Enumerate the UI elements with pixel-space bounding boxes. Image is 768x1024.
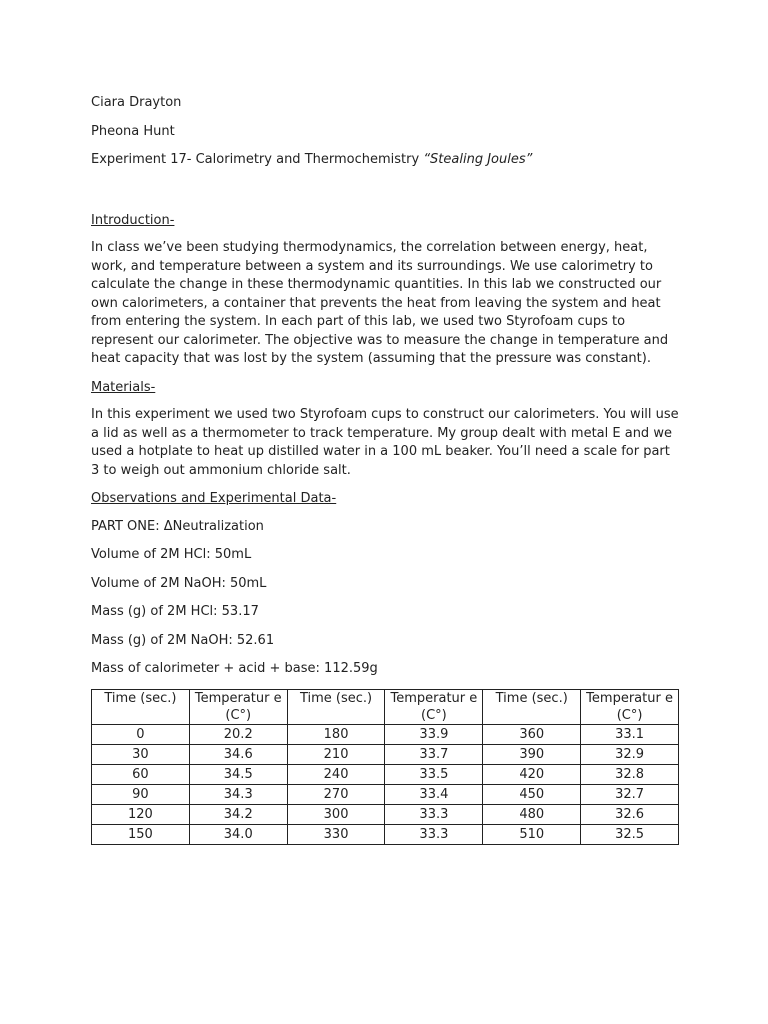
document-body — [91, 94, 681, 845]
introduction-paragraph: In class we’ve been studying thermodynamics, the correlation between energy, heat, work, and temperature between a system and its surroundings. We use calorimetry to calculate the change in these thermodynamic quantities. In this lab we constructed our own calorimeters, a container that prevents the heat from leaving the system and heat from entering the system. In each part of this lab, we used two Styrofoam cups to represent our calorimeter. The objective was to measure the change in temperature and heat capacity that was lost by the system (assuming that the pressure was constant). — [91, 240, 669, 366]
table-cell: 32.6 — [581, 804, 679, 824]
table-cell: 32.7 — [581, 784, 679, 804]
table-cell: 420 — [483, 764, 581, 784]
table-cell: 33.3 — [385, 824, 483, 844]
table-cell: 33.1 — [581, 724, 679, 744]
measurement-line: Mass (g) of 2M NaOH: 52.61 — [91, 632, 275, 648]
column-header-time: Time (sec.) — [287, 689, 385, 724]
table-cell: 30 — [92, 744, 190, 764]
table-cell: 34.3 — [189, 784, 287, 804]
table-cell: 33.9 — [385, 724, 483, 744]
table-cell: 240 — [287, 764, 385, 784]
table-cell: 34.2 — [189, 804, 287, 824]
table-cell: 60 — [92, 764, 190, 784]
column-header-time: Time (sec.) — [92, 689, 190, 724]
table-cell: 32.9 — [581, 744, 679, 764]
table-cell: 360 — [483, 724, 581, 744]
table-cell: 0 — [92, 724, 190, 744]
table-cell: 33.4 — [385, 784, 483, 804]
part-one-title: PART ONE: ΔNeutralization — [91, 518, 264, 534]
materials-paragraph: In this experiment we used two Styrofoam cups to construct our calorimeters. You will use a lid as well as a thermometer to track temperature. My group dealt with metal E and we used a hotplate to heat up distilled water in a 100 mL beaker. You’ll need a scale for part 3 to weigh out ammonium chloride salt. — [91, 407, 679, 478]
table-cell: 34.5 — [189, 764, 287, 784]
table-cell: 32.8 — [581, 764, 679, 784]
introduction-heading: Introduction- — [91, 212, 175, 228]
measurement-line: Mass of calorimeter + acid + base: 112.59g — [91, 661, 378, 676]
experiment-subtitle: “Stealing Joules” — [423, 152, 533, 167]
table-cell: 34.0 — [189, 824, 287, 844]
measurement-line: Mass (g) of 2M HCl: 53.17 — [91, 604, 259, 619]
table-cell: 34.6 — [189, 744, 287, 764]
column-header-temperature: Temperatur e (C°) — [189, 689, 287, 724]
table-row — [92, 724, 679, 744]
table-cell: 330 — [287, 824, 385, 844]
table-cell: 270 — [287, 784, 385, 804]
table-cell: 33.7 — [385, 744, 483, 764]
column-header-temperature: Temperatur e (C°) — [581, 689, 679, 724]
observations-heading: Observations and Experimental Data- — [91, 491, 337, 506]
table-cell: 120 — [92, 804, 190, 824]
column-header-temperature: Temperatur e (C°) — [385, 689, 483, 724]
table-cell: 90 — [92, 784, 190, 804]
table-row — [92, 764, 679, 784]
table-cell: 300 — [287, 804, 385, 824]
table-cell: 210 — [287, 744, 385, 764]
experiment-title-main: Experiment 17- Calorimetry and Thermochemistry — [91, 152, 424, 167]
table-cell: 180 — [287, 724, 385, 744]
experiment-title — [91, 151, 681, 170]
table-cell: 510 — [483, 824, 581, 844]
table-cell: 33.5 — [385, 764, 483, 784]
column-header-time: Time (sec.) — [483, 689, 581, 724]
table-cell: 450 — [483, 784, 581, 804]
table-cell: 20.2 — [189, 724, 287, 744]
measurement-line: Volume of 2M HCl: 50mL — [91, 547, 252, 562]
table-header-row — [92, 689, 679, 724]
table-cell: 390 — [483, 744, 581, 764]
table-cell: 32.5 — [581, 824, 679, 844]
table-cell: 33.3 — [385, 804, 483, 824]
table-cell: 480 — [483, 804, 581, 824]
table-cell: 150 — [92, 824, 190, 844]
table-row — [92, 824, 679, 844]
table-row — [92, 744, 679, 764]
author-name-1: Ciara Drayton — [91, 95, 182, 110]
materials-heading: Materials- — [91, 379, 156, 395]
measurement-line: Volume of 2M NaOH: 50mL — [91, 575, 267, 591]
author-name-2: Pheona Hunt — [91, 123, 175, 139]
table-row — [92, 784, 679, 804]
temperature-table — [91, 689, 679, 845]
table-row — [92, 804, 679, 824]
